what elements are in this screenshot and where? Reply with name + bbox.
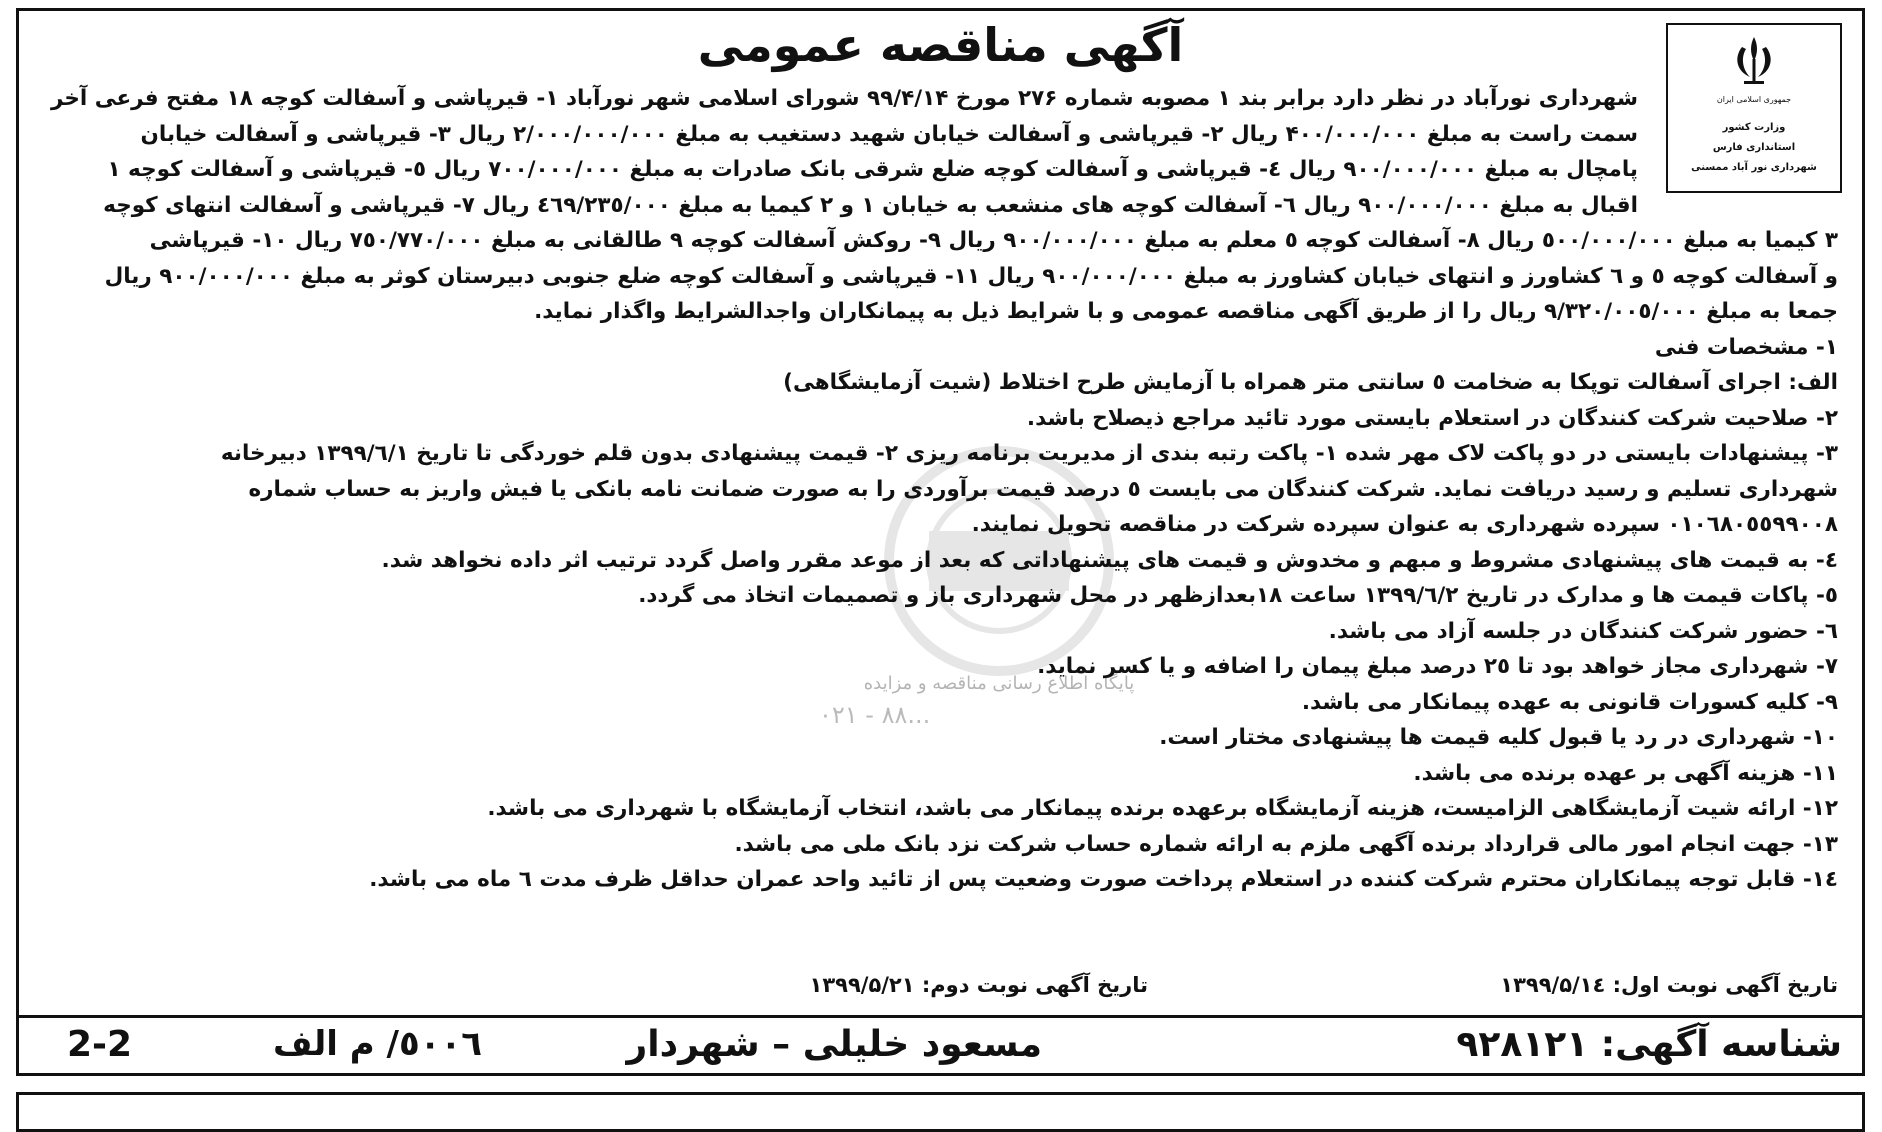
condition-item: ۰۱۰٦۸۰٥٥۹۹۰۰۸ سپرده شهرداری به عنوان سپرده شرکت در مناقصه تحویل نمایند. bbox=[971, 512, 1838, 537]
municipality-label: شهرداری نور آباد ممسنی bbox=[1691, 162, 1817, 173]
ad-dates bbox=[45, 973, 1838, 1009]
republic-label: جمهوری اسلامی ایران bbox=[1716, 95, 1792, 104]
condition-item: ۷- شهرداری مجاز خواهد بود تا ۲٥ درصد مبلغ پیمان را اضافه و یا کسر نماید. bbox=[1037, 654, 1838, 679]
intro-line: و آسفالت کوچه ٥ و ٦ کشاورز و انتهای خیابان کشاورز به مبلغ ۹۰۰/۰۰۰/۰۰۰ ریال ۱۱- قیرپاشی و آسفالت کوچه ضلع جنوبی دبیرستان کوثر به مبلغ ۹۰۰/۰۰۰/۰۰۰ ریال bbox=[104, 263, 1838, 289]
ad-body bbox=[45, 81, 1838, 898]
next-ad-frame bbox=[16, 1092, 1865, 1132]
condition-item: ۱۰- شهرداری در رد یا قبول کلیه قیمت ها پیشنهادی مختار است. bbox=[1159, 725, 1838, 750]
ministry-label: وزارت کشور bbox=[1722, 122, 1786, 133]
ad-sequence: 2-2 bbox=[67, 1024, 133, 1065]
ad-id: شناسه آگهی: ۹۲۸۱۲۱ bbox=[1456, 1024, 1842, 1065]
condition-item: ۱۳- جهت انجام امور مالی قرارداد برنده آگهی ملزم به ارائه شماره حساب شرکت نزد بانک ملی می باشد. bbox=[734, 831, 1838, 857]
condition-item: ۱۱- هزینه آگهی بر عهده برنده می باشد. bbox=[1413, 760, 1838, 786]
condition-item: الف: اجرای آسفالت توپکا به ضخامت ٥ سانتی متر همراه با آزمایش طرح اختلاط (شیت آزمایشگاهی) bbox=[783, 370, 1838, 395]
condition-item: شهرداری تسلیم و رسید دریافت نماید. شرکت کنندگان می بایست ٥ درصد قیمت برآوردی را به صورت ضمانت نامه بانکی یا فیش واریز به حساب شماره bbox=[248, 476, 1838, 502]
condition-item: ٤- به قیمت های پیشنهادی مشروط و مبهم و مخدوش و قیمت های پیشنهاداتی که بعد از موعد مقرر واصل گردد ترتیب اثر داده نخواهد شد. bbox=[381, 547, 1838, 573]
intro-line: اقبال به مبلغ ۹۰۰/۰۰۰/۰۰۰ ریال ٦- آسفالت کوچه های منشعب به خیابان ۱ و ۲ کیمیا به مبلغ ٤٦۹/۲۳٥/۰۰۰ ریال ۷- قیرپاشی و آسفالت انتهای کوچه bbox=[103, 192, 1638, 218]
ad-title: آگهی مناقصه عمومی bbox=[697, 18, 1184, 72]
ad-code: ٥۰۰٦/ م الف bbox=[273, 1024, 482, 1064]
first-publish-date: تاریخ آگهی نوبت اول: ۱۳۹۹/۵/۱٤ bbox=[1500, 973, 1838, 997]
second-publish-date: تاریخ آگهی نوبت دوم: ۱۳۹۹/۵/۲۱ bbox=[809, 973, 1148, 997]
watermark-phone: ۰۲۱ - ۸۸... bbox=[819, 701, 931, 729]
condition-item: ۳- پیشنهادات بایستی در دو پاکت لاک مهر شده ۱- پاکت رتبه بندی از مدیریت برنامه ریزی ۲- قیمت پیشنهادی بدون قلم خوردگی تا تاریخ ۱۳۹۹/٦/۱ دبیرخانه bbox=[220, 441, 1838, 466]
intro-line: پامچال به مبلغ ۹۰۰/۰۰۰/۰۰۰ ریال ٤- قیرپاشی و آسفالت کوچه ضلع شرقی بانک صادرات به مبلغ ۷۰۰/۰۰۰/۰۰۰ ریال ٥- قیرپاشی و آسفالت کوچه ۱ bbox=[107, 157, 1638, 182]
tender-ad bbox=[16, 8, 1865, 1076]
condition-item: ۲- صلاحیت شرکت کنندگان در استعلام بایستی مورد تائید مراجع ذیصلاح باشد. bbox=[1026, 405, 1838, 431]
governorate-label: استانداری فارس bbox=[1712, 142, 1796, 153]
condition-item: ٥- پاکات قیمت ها و مدارک در تاریخ ۱۳۹۹/٦/۲ ساعت ۱۸بعدازظهر در محل شهرداری باز و تصمیمات اتخاذ می گردد. bbox=[638, 583, 1838, 608]
ad-footer bbox=[19, 1015, 1862, 1074]
condition-item: ۱- مشخصات فنی bbox=[1654, 334, 1838, 360]
intro-line: سمت راست به مبلغ ۴۰۰/۰۰۰/۰۰۰ ریال ۲- قیرپاشی و آسفالت خیابان شهید دستغیب به مبلغ ۲/۰۰۰/۰۰۰/۰۰۰ ریال ۳- قیرپاشی و آسفالت خیابان bbox=[140, 121, 1638, 147]
condition-item: ۱٤- قابل توجه پیمانکاران محترم شرکت کننده در استعلام پرداخت صورت وضعیت پس از تائید واحد عمران حداقل ظرف مدت ٦ ماه می باشد. bbox=[369, 867, 1838, 892]
signer: مسعود خلیلی – شهردار bbox=[626, 1024, 1042, 1065]
intro-line: جمعا به مبلغ ۹/۳۲۰/۰۰٥/۰۰۰ ریال را از طریق آگهی مناقصه عمومی و با شرایط ذیل به پیمانکاران واجدالشرایط واگذار نماید. bbox=[534, 299, 1838, 324]
condition-item: ۱۲- ارائه شیت آزمایشگاهی الزامیست، هزینه آزمایشگاه برعهده برنده پیمانکار می باشد، انتخاب آزمایشگاه با شهرداری می باشد. bbox=[487, 796, 1838, 821]
intro-line: شهرداری نورآباد در نظر دارد برابر بند ۱ مصوبه شماره ۲۷۶ مورخ ۹۹/۴/۱۴ شورای اسلامی شهر نورآباد ۱- قیرپاشی و آسفالت کوچه ۱۸ مفتح فرعی آخر bbox=[51, 86, 1638, 111]
condition-item: ۹- کلیه کسورات قانونی به عهده پیمانکار می باشد. bbox=[1301, 689, 1838, 715]
watermark-text: پایگاه اطلاع رسانی مناقصه و مزایده bbox=[863, 673, 1135, 694]
intro-line: ۳ کیمیا به مبلغ ٥۰۰/۰۰۰/۰۰۰ ریال ۸- آسفالت کوچه ٥ معلم به مبلغ ۹۰۰/۰۰۰/۰۰۰ ریال ۹- روکش آسفالت کوچه ۹ طالقانی به مبلغ ۷٥۰/۷۷۰/۰۰۰ ریال ۱۰- قیرپاشی bbox=[149, 228, 1838, 253]
condition-item: ٦- حضور شرکت کنندگان در جلسه آزاد می باشد. bbox=[1328, 618, 1838, 644]
